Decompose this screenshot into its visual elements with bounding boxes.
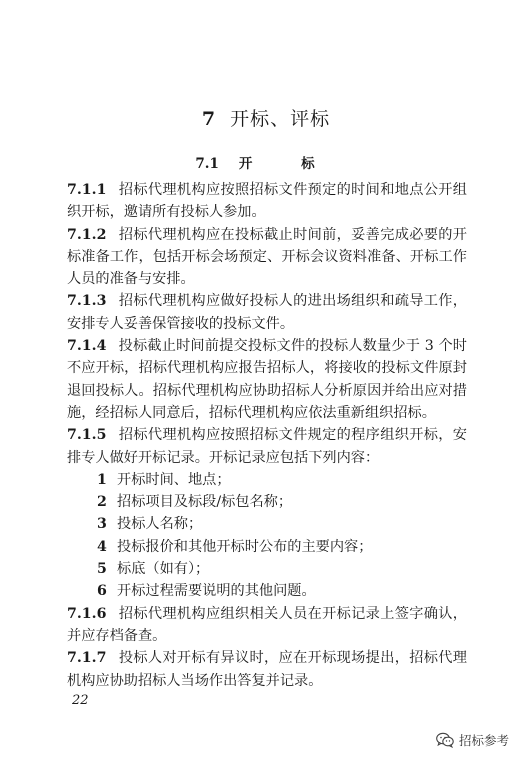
clause-number: 7.1.1	[67, 182, 107, 198]
list-item	[67, 558, 467, 580]
clause-text: 招标代理机构应在投标截止时间前，妥善完成必要的开标准备工作，包括开标会场预定、开标会议资料准备、开标工作人员的准备与安排。	[67, 226, 467, 288]
list-item	[67, 580, 467, 602]
section-title	[0, 152, 532, 172]
clause-7-1-3	[67, 290, 467, 335]
list-item	[67, 513, 467, 535]
clause-7-1-6	[67, 603, 467, 648]
page-number: 22	[72, 693, 89, 708]
list-item-number: 1	[97, 471, 107, 488]
clause-text: 投标截止时间前提交投标文件的投标人数量少于 3 个时不应开标，招标代理机构应报告招标人，将接收的投标文件原封退回投标人。招标代理机构应协助招标人分析原因并给出应对措施，经招标人同意后，招标代理机构应依法重新组织招标。	[67, 338, 467, 421]
clause-number: 7.1.2	[67, 226, 107, 243]
clause-number: 7.1.3	[67, 293, 107, 310]
watermark-text: 招标参考	[459, 733, 510, 748]
section-number: 7.1	[195, 156, 219, 172]
clause-number: 7.1.5	[67, 427, 107, 444]
list-item-number: 6	[97, 583, 107, 600]
chapter-number: 7	[201, 108, 217, 130]
clause-number: 7.1.6	[67, 605, 107, 622]
list-item	[67, 536, 467, 558]
list-item	[67, 491, 467, 513]
clause-7-1-2	[67, 224, 467, 291]
clause-text: 招标代理机构应按照招标文件预定的时间和地点公开组织开标，邀请所有投标人参加。	[67, 182, 467, 221]
list-item-text: 标底（如有）；	[117, 561, 210, 578]
clause-text: 招标代理机构应按照招标文件规定的程序组织开标，安排专人做好开标记录。开标记录应包括下列内容：	[67, 427, 467, 466]
list-item-text: 开标时间、地点；	[117, 471, 231, 488]
list-item-number: 3	[97, 516, 107, 533]
clause-7-1-7	[67, 647, 467, 692]
list-item-text: 投标报价和其他开标时公布的主要内容；	[117, 538, 373, 555]
clause-7-1-4	[67, 335, 467, 424]
chapter-name: 开标、评标	[230, 108, 331, 130]
list-item-text: 投标人名称；	[117, 516, 203, 533]
clause-text: 招标代理机构应做好投标人的进出场组织和疏导工作，安排专人妥善保管接收的投标文件。	[67, 293, 467, 332]
list-item	[67, 469, 467, 491]
section-name: 开 标	[238, 156, 337, 172]
chapter-title	[0, 104, 532, 131]
clause-number: 7.1.4	[67, 338, 107, 355]
wechat-icon	[436, 732, 454, 748]
clause-number: 7.1.7	[67, 650, 107, 667]
clause-7-1-1	[67, 179, 467, 224]
list-item-number: 4	[97, 538, 107, 555]
document-body	[67, 179, 467, 692]
list-item-number: 2	[97, 494, 107, 511]
clause-text: 招标代理机构应组织相关人员在开标记录上签字确认，并应存档备查。	[67, 605, 467, 644]
list-item-text: 开标过程需要说明的其他问题。	[117, 583, 316, 600]
watermark	[436, 731, 509, 749]
list-item-number: 5	[97, 561, 107, 578]
clause-text: 投标人对开标有异议时，应在开标现场提出，招标代理机构应协助招标人当场作出答复并记录。	[67, 650, 467, 689]
clause-7-1-5	[67, 424, 467, 469]
list-item-text: 招标项目及标段/标包名称；	[117, 494, 293, 511]
